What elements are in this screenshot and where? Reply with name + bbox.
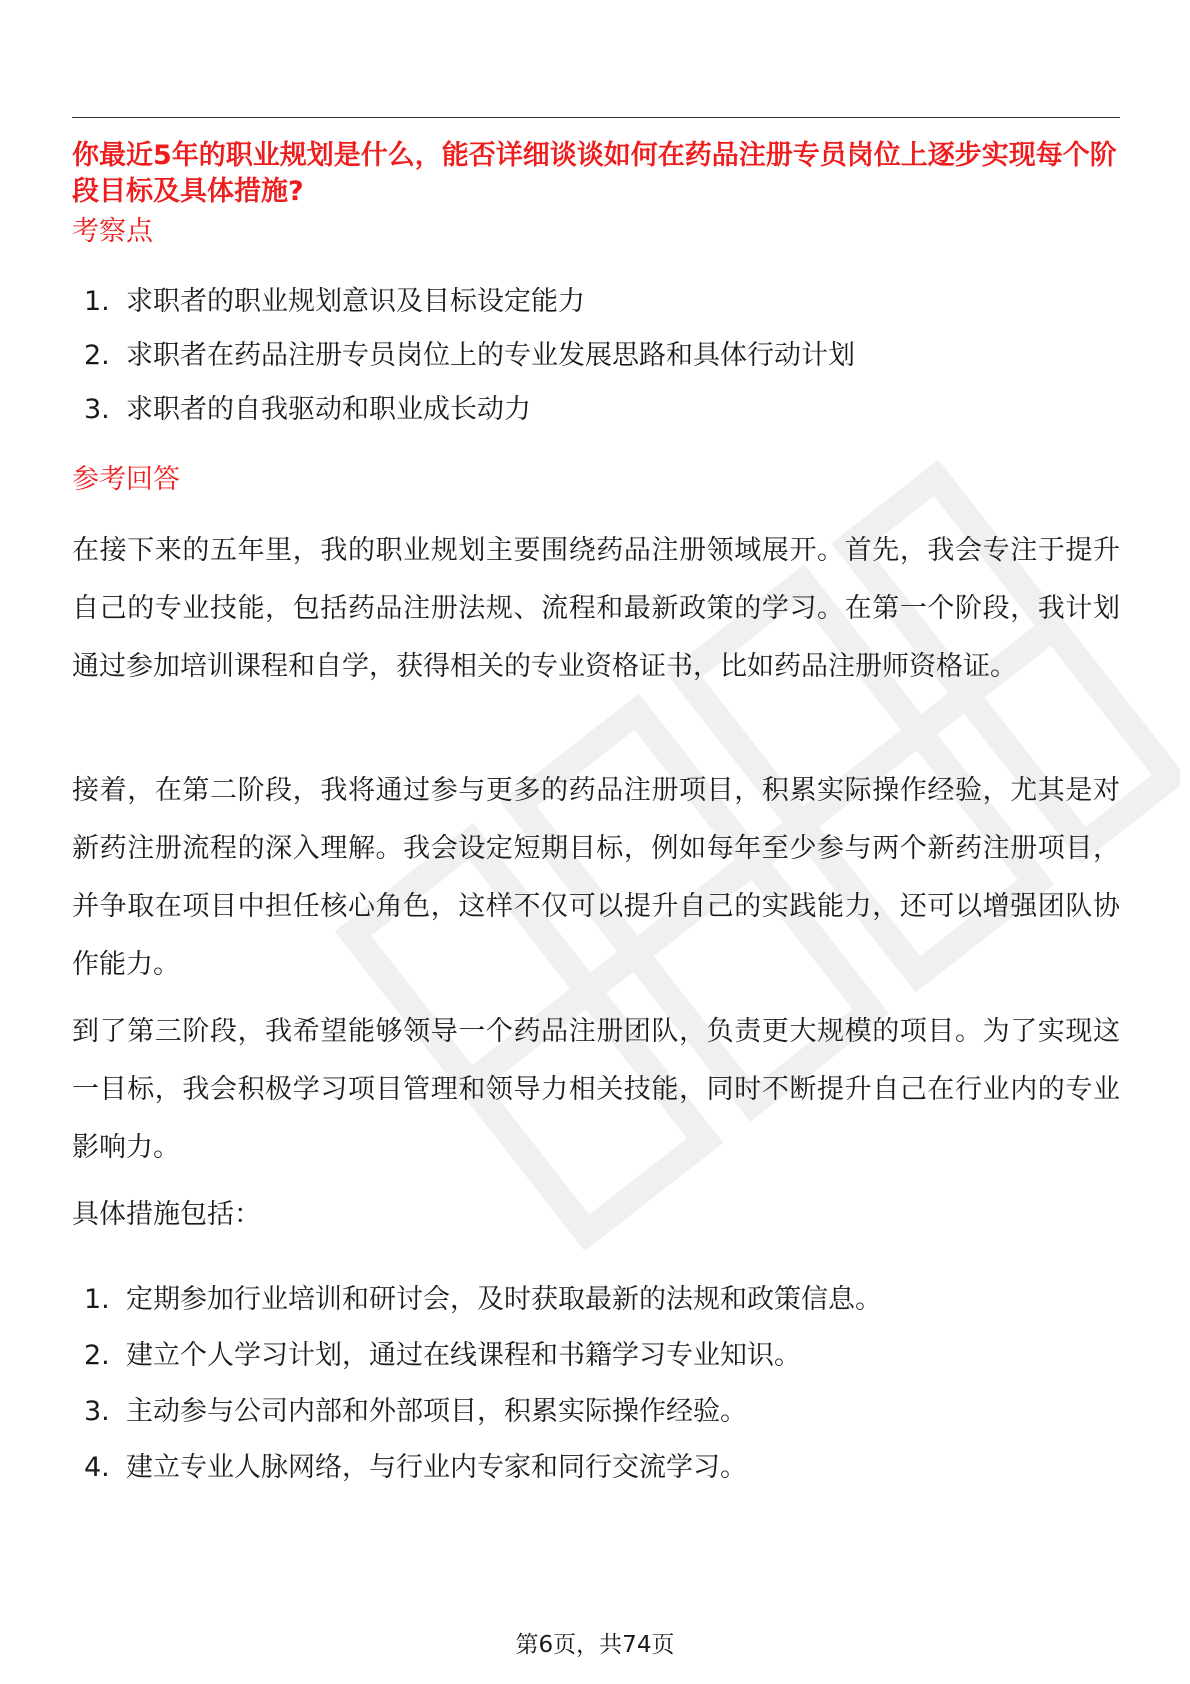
list-text: 求职者的自我驱动和职业成长动力 xyxy=(126,394,531,425)
answer-heading: 参考回答 xyxy=(72,464,180,495)
list-number: 3. xyxy=(84,394,110,425)
list-text: 建立专业人脉网络，与行业内专家和同行交流学习。 xyxy=(126,1452,747,1483)
top-divider xyxy=(72,117,1120,118)
page-footer: 第6页，共74页 xyxy=(515,1632,675,1658)
list-text: 定期参加行业培训和研讨会，及时获取最新的法规和政策信息。 xyxy=(126,1284,882,1315)
question-title: 你最近5年的职业规划是什么，能否详细谈谈如何在药品注册专员岗位上逐步实现每个阶段目标及具体措施? xyxy=(72,140,1117,207)
answer-paragraph-2: 接着，在第二阶段，我将通过参与更多的药品注册项目，积累实际操作经验，尤其是对新药注册流程的深入理解。我会设定短期目标，例如每年至少参与两个新药注册项目，并争取在项目中担任核心角色，这样不仅可以提升自己的实践能力，还可以增强团队协作能力。 xyxy=(72,775,1120,980)
list-item xyxy=(72,392,855,428)
list-number: 2. xyxy=(84,1340,110,1371)
list-item xyxy=(72,284,855,320)
list-item xyxy=(72,1450,882,1486)
exam-points-list xyxy=(72,284,855,428)
list-text: 求职者在药品注册专员岗位上的专业发展思路和具体行动计划 xyxy=(126,340,855,371)
measures-list xyxy=(72,1282,882,1486)
list-item xyxy=(72,1338,882,1374)
answer-paragraph-1: 在接下来的五年里，我的职业规划主要围绕药品注册领域展开。首先，我会专注于提升自己的专业技能，包括药品注册法规、流程和最新政策的学习。在第一个阶段，我计划通过参加培训课程和自学，获得相关的专业资格证书，比如药品注册师资格证。 xyxy=(72,535,1120,682)
list-item xyxy=(72,1394,882,1430)
list-number: 1. xyxy=(84,1284,110,1315)
measures-intro: 具体措施包括： xyxy=(72,1199,261,1230)
list-item xyxy=(72,338,855,374)
list-number: 1. xyxy=(84,286,110,317)
list-number: 4. xyxy=(84,1452,110,1483)
list-text: 求职者的职业规划意识及目标设定能力 xyxy=(126,286,585,317)
answer-paragraph-3: 到了第三阶段，我希望能够领导一个药品注册团队，负责更大规模的项目。为了实现这一目标，我会积极学习项目管理和领导力相关技能，同时不断提升自己在行业内的专业影响力。 xyxy=(72,1016,1120,1163)
list-number: 3. xyxy=(84,1396,110,1427)
list-text: 建立个人学习计划，通过在线课程和书籍学习专业知识。 xyxy=(126,1340,801,1371)
list-item xyxy=(72,1282,882,1318)
list-text: 主动参与公司内部和外部项目，积累实际操作经验。 xyxy=(126,1396,747,1427)
exam-points-heading: 考察点 xyxy=(72,216,153,247)
list-number: 2. xyxy=(84,340,110,371)
